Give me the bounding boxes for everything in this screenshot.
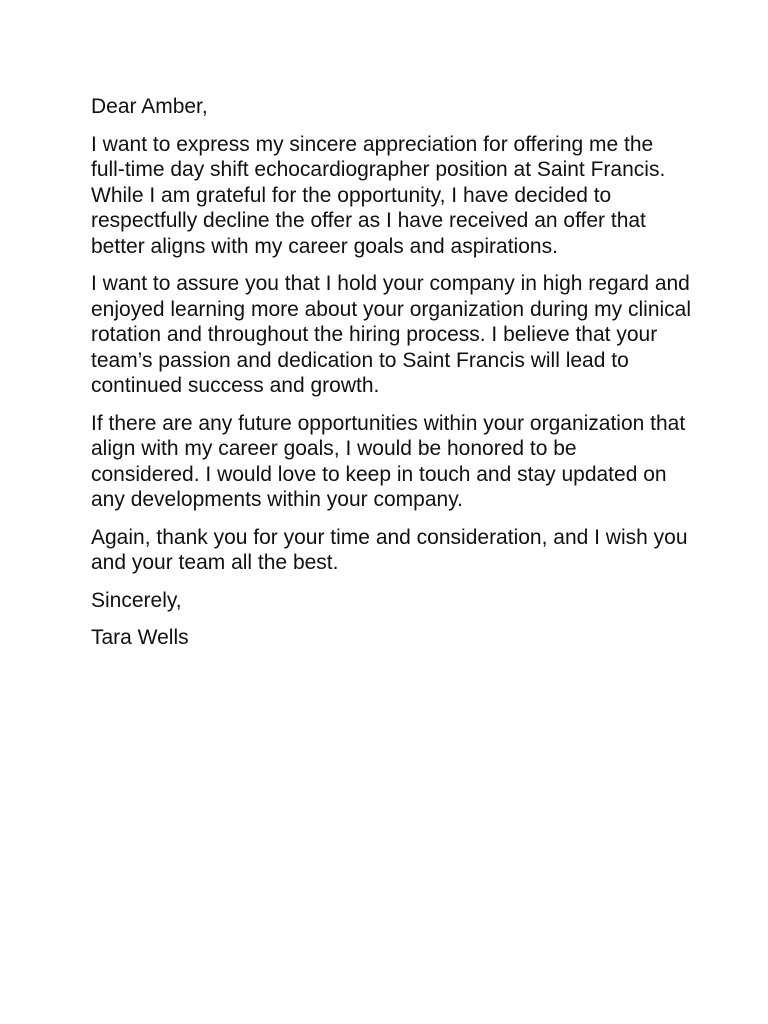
letter-signature: Tara Wells [91, 626, 189, 649]
letter-salutation: Dear Amber, [91, 95, 208, 118]
letter-paragraph-2: I want to assure you that I hold your company in high regard and enjoyed learning more about your organization during my clinical rotation and throughout the hiring process. I believe that your team’s passion and dedication to Saint Francis will lead to continued success and growth. [91, 272, 692, 397]
letter-paragraph-1: I want to express my sincere appreciation for offering me the full-time day shift echocardiographer position at Saint Francis. While I am grateful for the opportunity, I have decided to respectfully decline the offer as I have received an offer that better aligns with my career goals and aspirations. [91, 132, 666, 258]
letter-paragraph-4: Again, thank you for your time and consideration, and I wish you and your team all the best. [91, 525, 688, 574]
letter-paragraph-3: If there are any future opportunities within your organization that align with my career goals, I would be honored to be considered. I would love to keep in touch and stay updated on any developments within your company. [91, 411, 686, 511]
letter-closing: Sincerely, [91, 588, 182, 612]
letter-body [91, 94, 691, 663]
